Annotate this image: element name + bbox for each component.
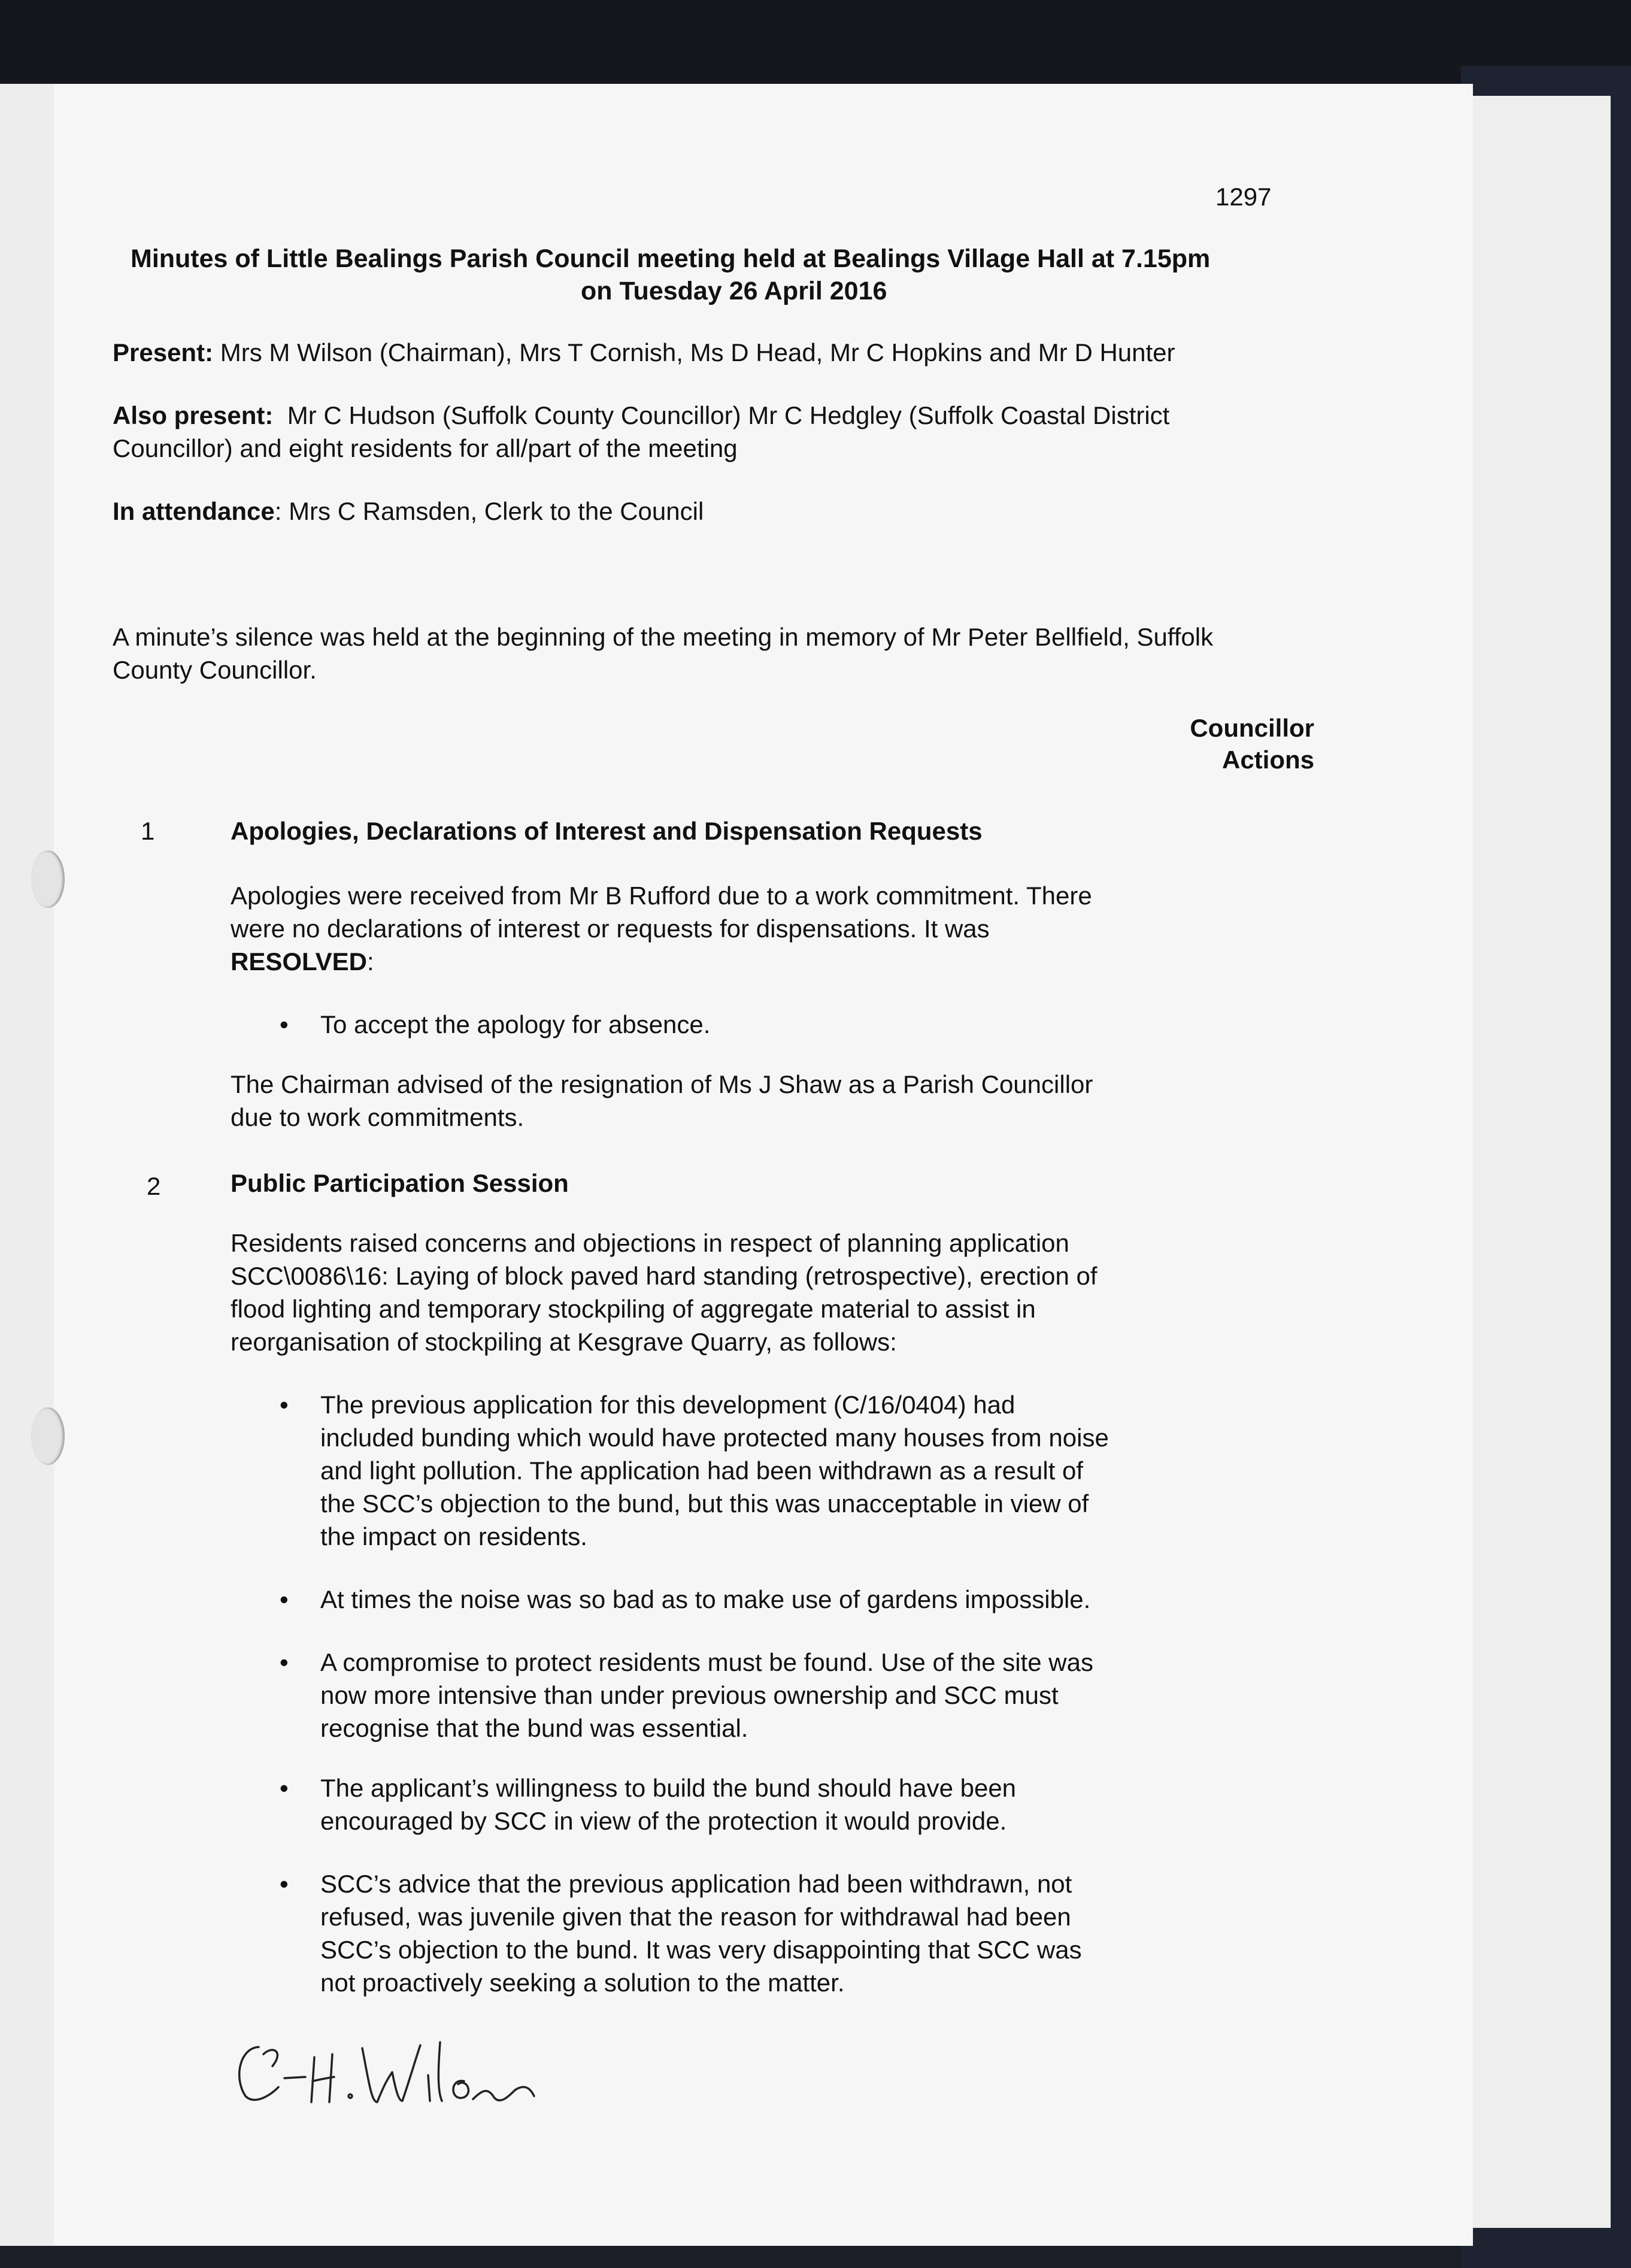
also-present-label: Also present: [113,401,274,429]
punch-hole [31,1407,65,1465]
item-2-bullet-1-line-4: the SCC’s objection to the bund, but this was unacceptable in view of [320,1489,1089,1518]
resolved-label: RESOLVED [231,947,367,976]
actions-header-line-2: Actions [1221,746,1314,774]
item-2-bullet-1-line-1: The previous application for this development (C/16/0404) had [320,1391,1015,1419]
item-1-note-line-1: The Chairman advised of the resignation of Ms J Shaw as a Parish Councillor [231,1070,1093,1098]
item-1-heading: Apologies, Declarations of Interest and Dispensation Requests [231,817,983,845]
item-2-bullet-1-line-2: included bunding which would have protected many houses from noise [320,1424,1109,1452]
silence-line-1: A minute’s silence was held at the beginning of the meeting in memory of Mr Peter Bellfield, Suffolk [113,623,1214,651]
title-line-2: on Tuesday 26 April 2016 [581,277,887,305]
item-2-bullet-5-line-3: SCC’s objection to the bund. It was very disappointing that SCC was [320,1936,1082,1964]
item-2-bullet-5-line-4: not proactively seeking a solution to the matter. [320,1969,845,1997]
present-row [113,337,1175,368]
present-label: Present: [113,338,214,367]
actions-header-line-1: Councillor [1190,714,1314,742]
item-1-para-line-3 [231,946,374,977]
item-2-bullet-3-line-2: now more intensive than under previous ownership and SCC must [320,1681,1059,1709]
item-2-bullet-5-line-2: refused, was juvenile given that the reason for withdrawal had been [320,1903,1071,1931]
item-1-number: 1 [141,817,155,845]
item-1-para-line-1: Apologies were received from Mr B Rufford due to a work commitment. There [231,882,1092,910]
punch-hole [31,850,65,908]
item-2-para-line-4: reorganisation of stockpiling at Kesgrave Quarry, as follows: [231,1328,897,1356]
item-2-para-line-3: flood lighting and temporary stockpiling of aggregate material to assist in [231,1295,1036,1323]
item-1-para-line-2: were no declarations of interest or requests for dispensations. It was [231,915,990,943]
item-2-heading: Public Participation Session [231,1169,569,1197]
resolved-colon: : [366,947,374,976]
also-present-row [113,400,1169,431]
bullet-icon: • [280,1010,289,1038]
page-number: 1297 [1215,183,1272,211]
chairman-signature [228,2030,563,2114]
attendance-label: In attendance [113,497,275,525]
item-1-note-line-2: due to work commitments. [231,1103,525,1131]
attendance-row [113,496,704,527]
item-2-number: 2 [147,1172,161,1200]
attendance-text: : Mrs C Ramsden, Clerk to the Council [274,497,704,525]
bullet-icon: • [280,1870,289,1898]
also-present-line-1: Mr C Hudson (Suffolk County Councillor) Mr C Hedgley (Suffolk Coastal District [287,401,1170,429]
bullet-icon: • [280,1391,289,1419]
item-2-para-line-1: Residents raised concerns and objections in respect of planning application [231,1229,1069,1257]
item-2-bullet-1-line-3: and light pollution. The application had been withdrawn as a result of [320,1457,1084,1485]
also-present-line-2: Councillor) and eight residents for all/part of the meeting [113,434,738,462]
scanner-background [0,0,1631,90]
bullet-icon: • [280,1648,289,1676]
item-2-bullet-3-line-1: A compromise to protect residents must be found. Use of the site was [320,1648,1093,1676]
title-line-1: Minutes of Little Bealings Parish Council meeting held at Bealings Village Hall at 7.15pm [131,244,1211,273]
present-text: Mrs M Wilson (Chairman), Mrs T Cornish, Ms D Head, Mr C Hopkins and Mr D Hunter [220,338,1175,367]
item-2-bullet-4-line-2: encouraged by SCC in view of the protection it would provide. [320,1807,1007,1835]
silence-line-2: County Councillor. [113,656,317,684]
item-2-bullet-2-line-1: At times the noise was so bad as to make use of gardens impossible. [320,1585,1091,1613]
item-2-bullet-3-line-3: recognise that the bund was essential. [320,1714,748,1742]
item-2-bullet-5-line-1: SCC’s advice that the previous application had been withdrawn, not [320,1870,1072,1898]
item-1-bullet-1: To accept the apology for absence. [320,1010,711,1038]
bullet-icon: • [280,1585,289,1613]
bullet-icon: • [280,1774,289,1802]
item-2-bullet-1-line-5: the impact on residents. [320,1522,587,1551]
underlying-page [1473,96,1611,2228]
item-2-bullet-4-line-1: The applicant’s willingness to build the bund should have been [320,1774,1017,1802]
item-2-para-line-2: SCC\0086\16: Laying of block paved hard standing (retrospective), erection of [231,1262,1098,1290]
